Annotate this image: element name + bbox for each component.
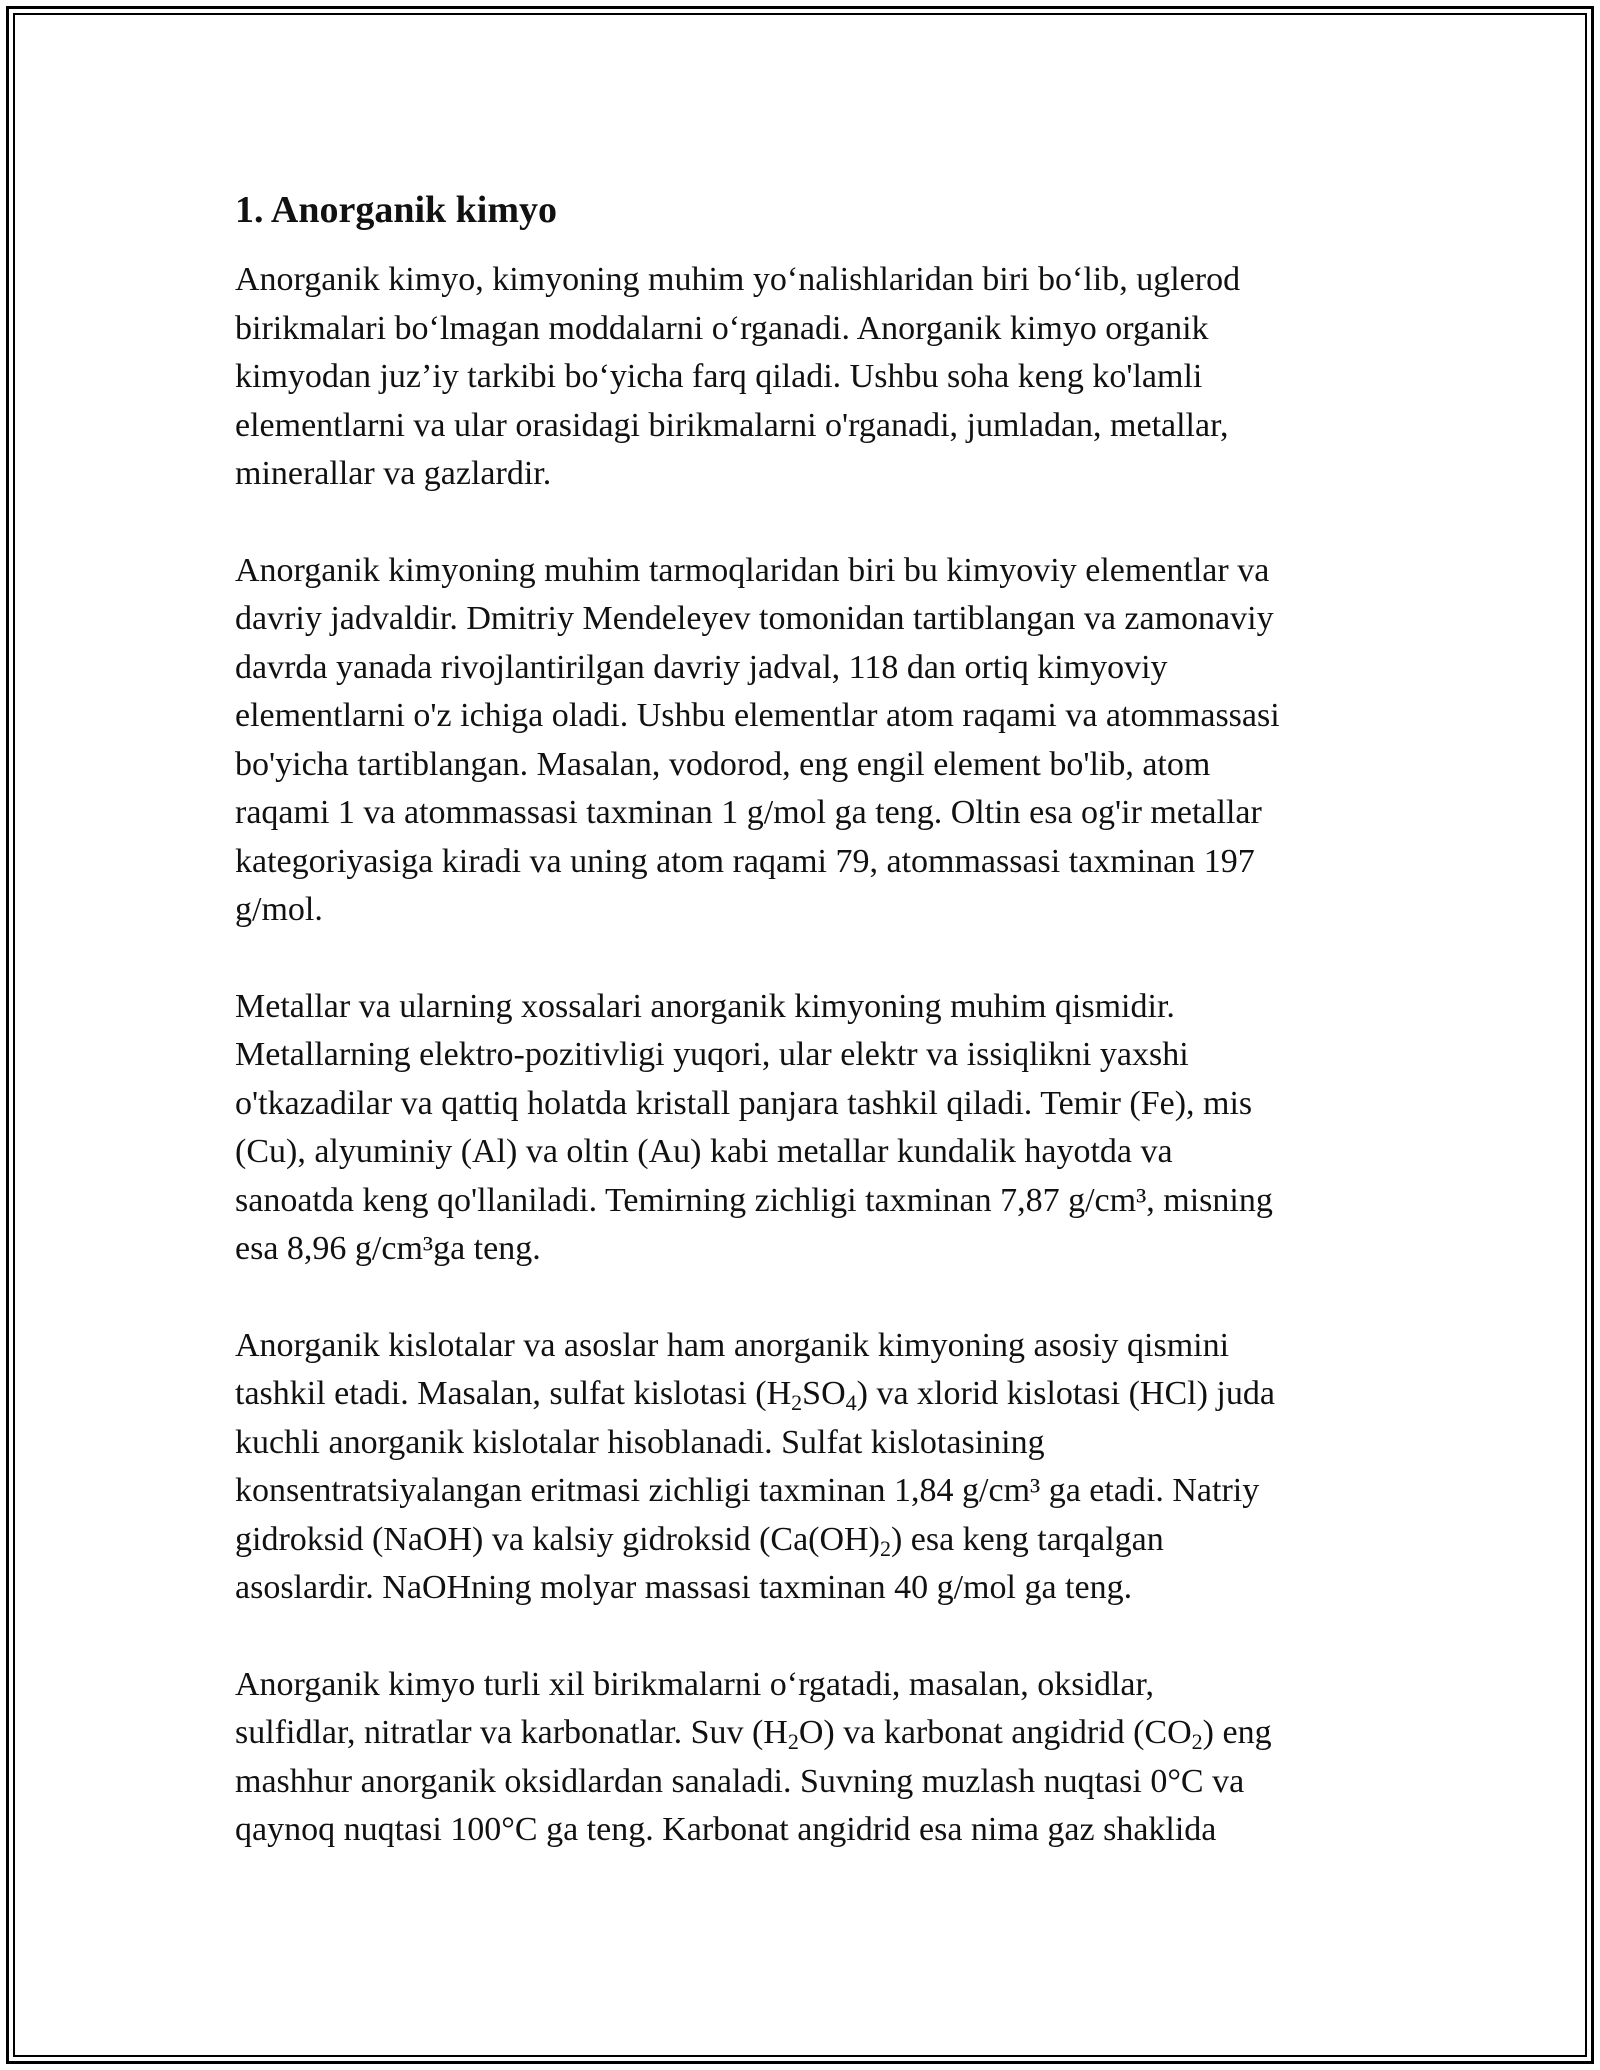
text-run: O) va karbonat angidrid (CO [798, 1714, 1192, 1751]
text-run: sulfidlar, nitratlar va karbonatlar. Suv (H [235, 1714, 788, 1751]
text-line: davriy jadvaldir. Dmitriy Mendeleyev tomonidan tartiblangan va zamonaviy [235, 600, 1274, 637]
text-line: mashhur anorganik oksidlardan sanaladi. Suvning muzlash nuqtasi 0°C va [235, 1762, 1245, 1800]
text-line: raqami 1 va atommassasi taxminan 1 g/mol ga teng. Oltin esa og'ir metallar [235, 794, 1262, 831]
text-line: esa 8,96 g/cm³ga teng. [235, 1230, 541, 1267]
text-line: Metallar va ularning xossalari anorganik kimyoning muhim qismidir. [235, 987, 1175, 1025]
text-line: birikmalari bo‘lmagan moddalarni o‘rganadi. Anorganik kimyo organik [235, 309, 1209, 347]
subscript: 2 [1191, 1729, 1203, 1754]
text-run: tashkil etadi. Masalan, sulfat kislotasi (H [235, 1375, 792, 1412]
text-line: kategoriyasiga kiradi va uning atom raqami 79, atommassasi taxminan 197 [235, 842, 1255, 880]
paragraph-2 [235, 547, 1375, 935]
text-line: kuchli anorganik kislotalar hisoblanadi. Sulfat kislotasining [235, 1423, 1045, 1461]
text-line: g/mol. [235, 891, 323, 928]
text-run: ) va xlorid kislotasi (HCl) juda [856, 1375, 1275, 1412]
text-line: davrda yanada rivojlantirilgan davriy jadval, 118 dan ortiq kimyoviy [235, 648, 1168, 686]
paragraph-5 [235, 1661, 1375, 1855]
text-line-with-formula [235, 1370, 1375, 1419]
subscript: 2 [879, 1535, 891, 1561]
text-line: asoslardir. NaOHning molyar massasi taxminan 40 g/mol ga teng. [235, 1569, 1133, 1606]
text-line: bo'yicha tartiblangan. Masalan, vodorod, eng engil element bo'lib, atom [235, 745, 1211, 783]
text-line: Anorganik kimyo turli xil birikmalarni o‘rgatadi, masalan, oksidlar, [235, 1665, 1154, 1703]
text-line: elementlarni va ular orasidagi birikmalarni o'rganadi, jumladan, metallar, [235, 406, 1229, 444]
text-line: kimyodan juz’iy tarkibi bo‘yicha farq qiladi. Ushbu soha keng ko'lamli [235, 358, 1203, 395]
paragraph-4 [235, 1322, 1375, 1613]
text-line: sanoatda keng qo'llaniladi. Temirning zichligi taxminan 7,87 g/cm³, misning [235, 1181, 1273, 1219]
document-body [235, 186, 1375, 1903]
text-line: qaynoq nuqtasi 100°C ga teng. Karbonat angidrid esa nima gaz shaklida [235, 1811, 1217, 1848]
text-line: (Cu), alyuminiy (Al) va oltin (Au) kabi metallar kundalik hayotda va [235, 1133, 1173, 1170]
subscript: 4 [845, 1390, 857, 1415]
subscript: 2 [791, 1390, 803, 1415]
text-line: konsentratsiyalangan eritmasi zichligi taxminan 1,84 g/cm³ ga etadi. Natriy [235, 1472, 1260, 1509]
text-run: gidroksid (NaOH) va kalsiy gidroksid (Ca(OH) [235, 1520, 880, 1558]
text-line: Metallarning elektro-pozitivligi yuqori, ular elektr va issiqlikni yaxshi [235, 1036, 1189, 1073]
text-line-with-formula [235, 1516, 1375, 1565]
text-run: ) eng [1202, 1714, 1272, 1751]
subscript: 2 [787, 1729, 799, 1754]
paragraph-3 [235, 983, 1375, 1274]
text-line: elementlarni o'z ichiga oladi. Ushbu elementlar atom raqami va atommassasi [235, 697, 1280, 734]
text-run: SO [802, 1375, 846, 1412]
text-line: Anorganik kimyoning muhim tarmoqlaridan biri bu kimyoviy elementlar va [235, 551, 1270, 589]
section-heading: 1. Anorganik kimyo [235, 189, 558, 231]
text-line: Anorganik kimyo, kimyoning muhim yo‘nalishlaridan biri bo‘lib, uglerod [235, 261, 1241, 298]
text-run: ) esa keng tarqalgan [890, 1520, 1164, 1558]
paragraph-1 [235, 256, 1375, 499]
text-line: Anorganik kislotalar va asoslar ham anorganik kimyoning asosiy qismini [235, 1326, 1230, 1364]
text-line: o'tkazadilar va qattiq holatda kristall panjara tashkil qiladi. Temir (Fe), mis [235, 1084, 1253, 1122]
text-line-with-formula [235, 1709, 1375, 1758]
text-line: minerallar va gazlardir. [235, 455, 552, 492]
